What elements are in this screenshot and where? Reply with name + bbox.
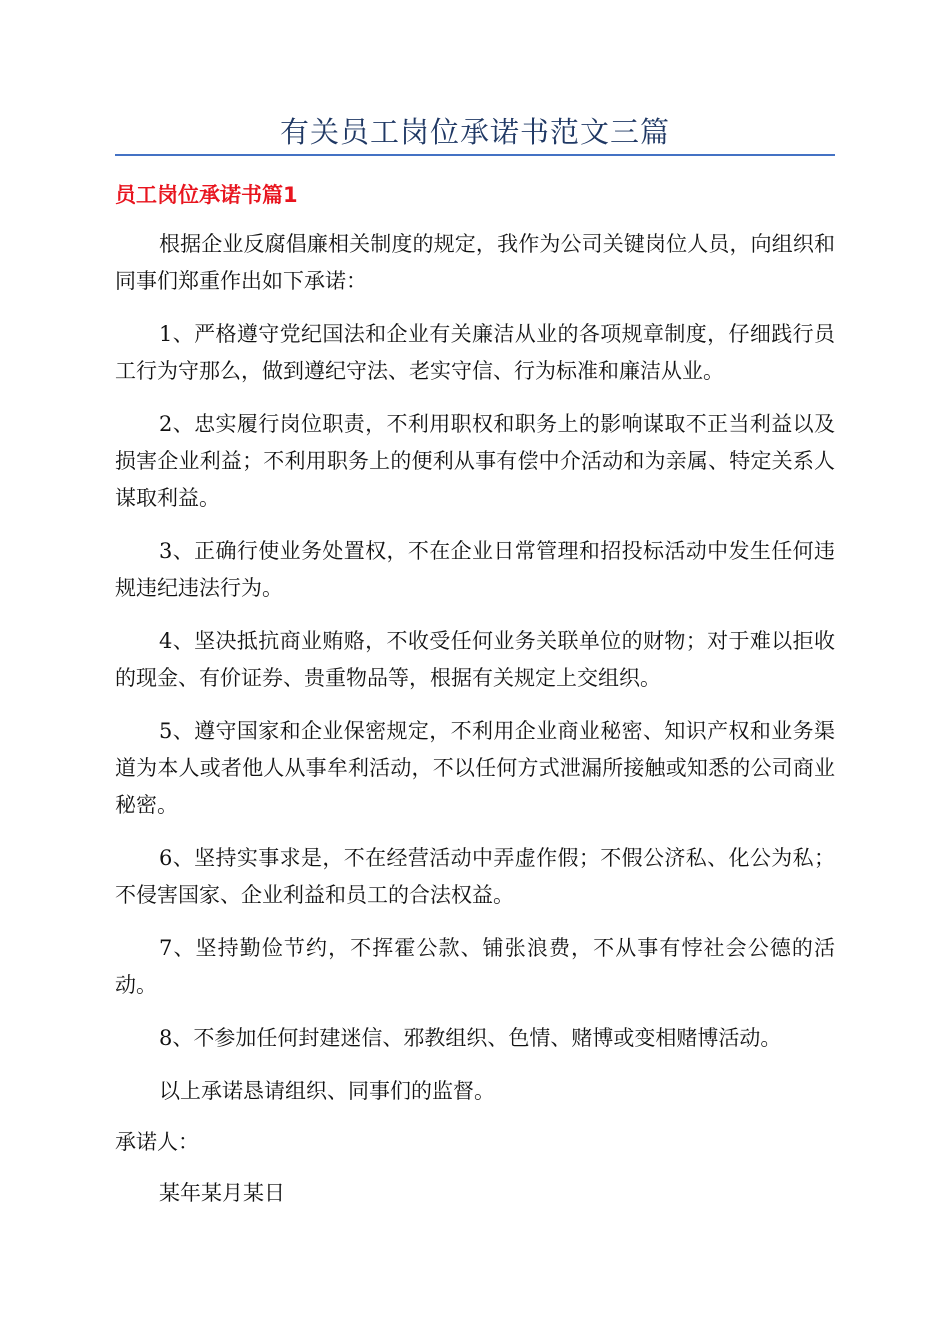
title-underline <box>115 154 835 156</box>
commitment-item-3: 3、正确行使业务处置权，不在企业日常管理和招投标活动中发生任何违规违纪违法行为。 <box>115 539 835 600</box>
intro-paragraph: 根据企业反腐倡廉相关制度的规定，我作为公司关键岗位人员，向组织和同事们郑重作出如下承诺： <box>115 232 835 293</box>
commitment-item-6: 6、坚持实事求是，不在经营活动中弄虚作假；不假公济私、化公为私；不侵害国家、企业利益和员工的合法权益。 <box>115 846 835 907</box>
commitment-item-8: 8、不参加任何封建迷信、邪教组织、色情、赌博或变相赌博活动。 <box>159 1026 782 1050</box>
commitment-item-1: 1、严格遵守党纪国法和企业有关廉洁从业的各项规章制度，仔细践行员工行为守那么，做到遵纪守法、老实守信、行为标准和廉洁从业。 <box>115 322 835 383</box>
closing-paragraph: 以上承诺恳请组织、同事们的监督。 <box>159 1079 495 1103</box>
commitment-item-4: 4、坚决抵抗商业贿赂，不收受任何业务关联单位的财物；对于难以拒收的现金、有价证券、贵重物品等，根据有关规定上交组织。 <box>115 629 835 690</box>
signer-label: 承诺人： <box>115 1130 199 1154</box>
section-heading: 员工岗位承诺书篇1 <box>115 183 298 207</box>
commitment-item-7: 7、坚持勤俭节约，不挥霍公款、铺张浪费，不从事有悖社会公德的活动。 <box>115 936 835 997</box>
document-title: 有关员工岗位承诺书范文三篇 <box>279 115 670 149</box>
sign-date: 某年某月某日 <box>159 1181 285 1205</box>
document-body <box>115 226 835 1212</box>
commitment-item-2: 2、忠实履行岗位职责，不利用职权和职务上的影响谋取不正当利益以及损害企业利益；不利用职务上的便利从事有偿中介活动和为亲属、特定关系人谋取利益。 <box>115 412 835 510</box>
commitment-item-5: 5、遵守国家和企业保密规定，不利用企业商业秘密、知识产权和业务渠道为本人或者他人从事牟利活动，不以任何方式泄漏所接触或知悉的公司商业秘密。 <box>115 719 835 817</box>
